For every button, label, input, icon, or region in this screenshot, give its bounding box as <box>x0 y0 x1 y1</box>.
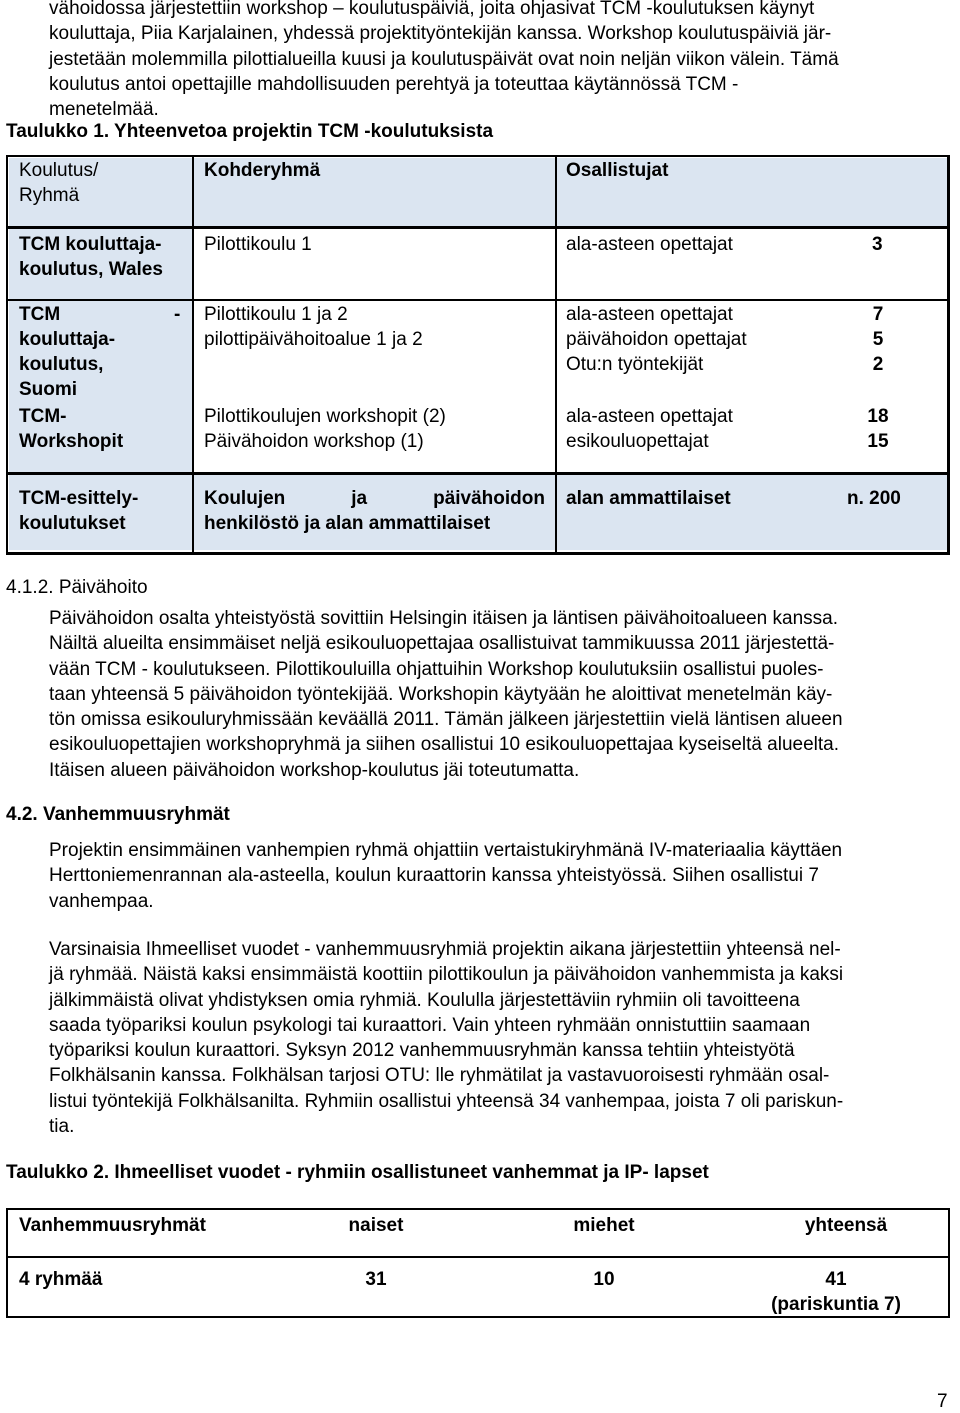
table1-cell: TCM- <box>19 406 67 427</box>
section-42-paragraph-2 <box>49 937 954 1139</box>
table1-cell: henkilöstö ja alan ammattilaiset <box>204 513 491 534</box>
paragraph-line: Varsinaisia Ihmeelliset vuodet - vanhemmuusryhmiä projektin aikana järjestettiin yhteensä nel- <box>49 939 841 960</box>
table1-cell: TCM kouluttaja- <box>19 234 162 255</box>
table1-cell: Päivähoidon workshop (1) <box>204 431 424 452</box>
paragraph-line: tia. <box>49 1116 75 1138</box>
table1-cell: 15 <box>867 431 889 452</box>
section-412-paragraph <box>49 606 954 783</box>
section-42-paragraph-1 <box>49 838 954 914</box>
table1 <box>6 155 950 557</box>
table1-cell: koulutus, Wales <box>19 259 163 280</box>
table1-header-kohderyhma: Kohderyhmä <box>204 160 321 181</box>
section-42-heading: 4.2. Vanhemmuusryhmät <box>6 804 230 825</box>
intro-line: koulutus antoi opettajille mahdollisuuden perehtyä ja toteuttaa käytännössä TCM - <box>49 73 739 95</box>
paragraph-line: vään TCM - koulutukseen. Pilottikouluilla ohjattuihin Workshop koulutuksiin osallistui puoles- <box>49 658 824 680</box>
paragraph-line: työpariksi koulun kuraattori. Syksyn 2012 vanhemmuusryhmän kanssa tehtiin yhteistyötä <box>49 1040 795 1062</box>
table1-cell: päivähoidon opettajat <box>566 329 747 350</box>
table2-cell: 10 <box>593 1269 615 1290</box>
paragraph-line: tön omissa esikouluryhmissään keväällä 2011. Tämän jälkeen järjestettiin vielä läntisen alueen <box>49 709 843 731</box>
intro-line: vähoidossa järjestettiin workshop – koulutuspäiviä, joita ohjasivat TCM -koulutuksen käynyt <box>49 0 815 19</box>
intro-line: kouluttaja, Piia Karjalainen, yhdessä projektityöntekijän kanssa. Workshop koulutuspäiviä jär- <box>49 23 832 45</box>
paragraph-line: jälkimmäistä olivat yhdistyksen omia ryhmiä. Koululla järjestettäviin ryhmiin oli tavoitteena <box>49 989 800 1011</box>
table1-cell: n. 200 <box>847 488 901 509</box>
table1-cell: ala-asteen opettajat <box>566 234 733 255</box>
table1-cell: Pilottikoulu 1 ja 2 <box>204 304 348 325</box>
table1-cell: Pilottikoulu 1 <box>204 234 312 255</box>
table1-cell: Suomi <box>19 379 78 400</box>
intro-line: jestetään molemmilla pilottialueilla kuusi ja koulutuspäivät ovat noin neljän viikon välein. Tämä <box>49 48 839 70</box>
intro-paragraph <box>49 0 954 122</box>
table2-cell: 4 ryhmää <box>19 1269 103 1290</box>
table2-header-naiset: naiset <box>348 1215 404 1236</box>
section-412-heading: 4.1.2. Päivähoito <box>6 577 148 598</box>
table2-header-vanhemmuusryhmat: Vanhemmuusryhmät <box>19 1215 206 1236</box>
paragraph-line: jä ryhmää. Näistä kaksi ensimmäistä koottiin pilottikoulun ja päivähoidon vanhemmista ja kaksi <box>49 964 844 986</box>
table2-header-yhteensa: yhteensä <box>804 1215 888 1236</box>
table1-cell: TCM <box>19 304 61 325</box>
table2-cell: 41 <box>825 1269 847 1290</box>
table2-header-miehet: miehet <box>573 1215 635 1236</box>
table1-cell: 7 <box>872 304 884 325</box>
table2-cell: 31 <box>365 1269 387 1290</box>
paragraph-line: Itäisen alueen päivähoidon workshop-koulutus jäi toteutumatta. <box>49 759 580 781</box>
table1-cell: koulutus, <box>19 354 104 375</box>
table1-cell: 2 <box>872 354 884 375</box>
table1-cell: 3 <box>872 234 883 255</box>
table1-cell: alan ammattilaiset <box>566 488 731 509</box>
table1-cell: pilottipäivähoitoalue 1 ja 2 <box>204 329 423 350</box>
paragraph-line: saada työpariksi koulun psykologi tai kuraattori. Vain yhteen ryhmään onnistuttiin saamaan <box>49 1014 811 1036</box>
table1-caption: Taulukko 1. Yhteenvetoa projektin TCM -koulutuksista <box>6 121 494 142</box>
table1-cell: ala-asteen opettajat <box>566 406 733 427</box>
table1-cell: 18 <box>867 406 889 427</box>
table2-cell: (pariskuntia 7) <box>771 1294 901 1315</box>
table1-header-osallistujat: Osallistujat <box>566 160 669 181</box>
intro-line: menetelmää. <box>49 99 159 121</box>
table1-cell: Otu:n työntekijät <box>566 354 704 375</box>
paragraph-line: Näiltä alueilta ensimmäiset neljä esikouluopettajaa osallistuivat tammikuussa 2011 järjestettä- <box>49 633 835 655</box>
table1-cell: ala-asteen opettajat <box>566 304 733 325</box>
table1-cell: 5 <box>872 329 884 350</box>
page-number: 7 <box>937 1391 948 1412</box>
table2-caption: Taulukko 2. Ihmeelliset vuodet - ryhmiin osallistuneet vanhemmat ja IP- lapset <box>6 1162 709 1183</box>
table1-cell: koulutukset <box>19 513 126 534</box>
table1-cell: Pilottikoulujen workshopit (2) <box>204 406 446 427</box>
paragraph-line: listui työntekijä Folkhälsanilta. Ryhmiin osallistui yhteensä 34 vanhempaa, joista 7 oli pariskun- <box>49 1090 844 1112</box>
table1-header-koulutus: Koulutus/ Ryhmä <box>19 160 99 206</box>
table1-cell: - <box>174 304 181 325</box>
paragraph-line: Päivähoidon osalta yhteistyöstä sovittiin Helsingin itäisen ja läntisen päivähoitoalueen kanssa. <box>49 608 838 629</box>
table1-cell: esikouluopettajat <box>566 431 709 452</box>
table1-cell: Workshopit <box>19 431 124 452</box>
table1-cell: TCM-esittely- <box>19 488 139 509</box>
paragraph-line: esikouluopettajien workshopryhmä ja siihen osallistui 10 esikouluopettajaa kyseiseltä alueelta. <box>49 734 840 756</box>
paragraph-line: vanhempaa. <box>49 890 154 912</box>
paragraph-line: Herttoniemenrannan ala-asteella, koulun kuraattorin kanssa yhteistyössä. Siihen osallistui 7 <box>49 865 819 887</box>
table2 <box>6 1208 950 1318</box>
paragraph-line: taan yhteensä 5 päivähoidon työntekijää. Workshopin käytyään he aloittivat menetelmän käy- <box>49 683 833 705</box>
table1-cell: Koulujen ja päivähoidon <box>204 488 545 509</box>
paragraph-line: Folkhälsanin kanssa. Folkhälsan tarjosi OTU: lle ryhmätilat ja vastavuoroisesti ryhmään osal- <box>49 1065 830 1087</box>
table1-cell: kouluttaja- <box>19 329 116 350</box>
paragraph-line: Projektin ensimmäinen vanhempien ryhmä ohjattiin vertaistukiryhmänä IV-materiaalia käyttäen <box>49 840 843 861</box>
